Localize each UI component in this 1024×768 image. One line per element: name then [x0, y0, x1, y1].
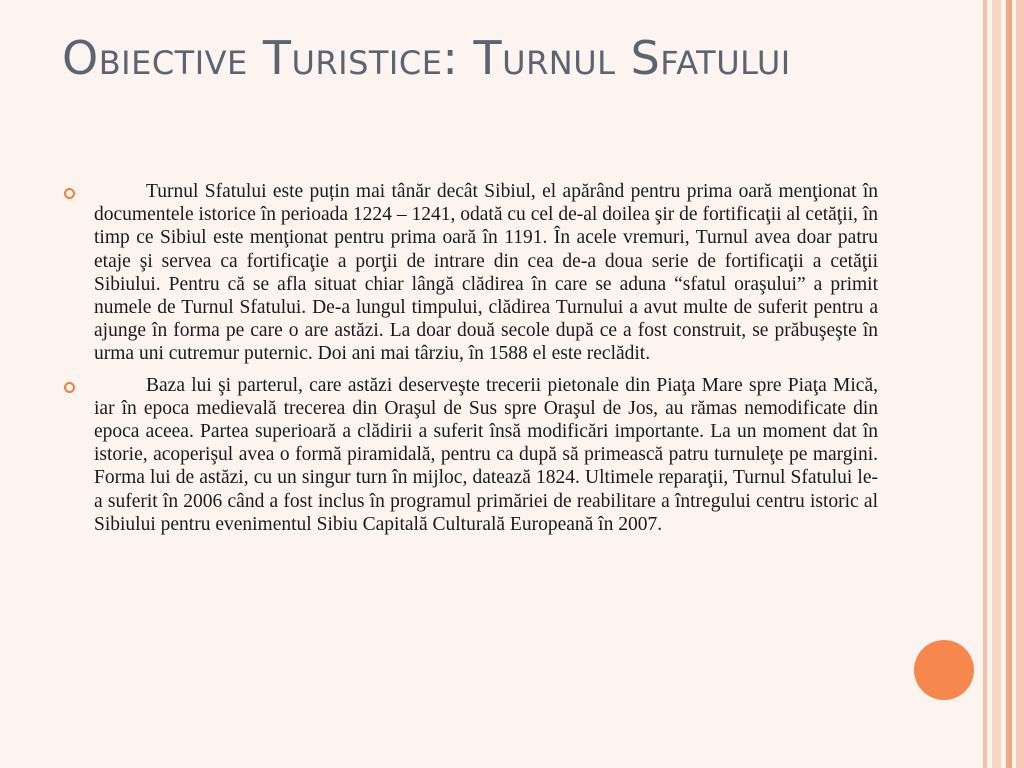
decorative-side-stripes: [980, 0, 1024, 768]
bullet-item: [62, 180, 878, 366]
bullet-text: Turnul Sfatului este puțin mai tânăr decât Sibiul, el apărând pentru prima oară menţionat în documentele istorice în perioada 1224 – 1241, odată cu cel de-al doilea şir de fortificaţii al cetăţii, în timp ce Sibiul este menţionat pentru prima oară în 1191. În acele vremuri, Turnul avea doar patru etaje şi servea ca fortificaţie a porţii de intrare din cea de-a doua serie de fortificaţii a cetăţii Sibiului. Pentru că se afla situat chiar lângă clădirea în care se aduna “sfatul oraşului” a primit numele de Turnul Sfatului. De-a lungul timpului, clădirea Turnului a avut multe de suferit pentru a ajunge în forma pe care o are astăzi. La doar două secole după ce a fost construit, se prăbuşeşte în urma uni cutremur puternic. Doi ani mai târziu, în 1588 el este reclădit.: [94, 181, 878, 365]
hollow-circle-bullet-icon: [64, 188, 75, 199]
bullet-list: [62, 180, 878, 544]
stripe: [1016, 0, 1024, 768]
orange-circle-ornament-icon: [914, 640, 974, 700]
bullet-item: [62, 374, 878, 536]
stripe: [992, 0, 1001, 768]
hollow-circle-bullet-icon: [64, 382, 75, 393]
bullet-text: Baza lui şi parterul, care astăzi deserveşte trecerii pietonale din Piaţa Mare spre Piaţa Mică, iar în epoca medievală trecerea din Oraşul de Sus spre Oraşul de Jos, au rămas nemodificate din epoca aceea. Partea superioară a clădirii a suferit însă modificări importante. La un moment dat în istorie, acoperişul avea o formă piramidală, pentru ca după să primească patru turnuleţe pe margini. Forma lui de astăzi, cu un singur turn în mijloc, datează 1824. Ultimele reparaţii, Turnul Sfatului le-a suferit în 2006 când a fost inclus în programul primăriei de reabilitare a întregului centru istoric al Sibiului pentru evenimentul Sibiu Capitală Culturală Europeană în 2007.: [94, 374, 878, 535]
slide-title: Obiective Turistice: Turnul Sfatului: [62, 31, 791, 85]
stripe: [1006, 0, 1012, 768]
stripe: [983, 0, 987, 768]
